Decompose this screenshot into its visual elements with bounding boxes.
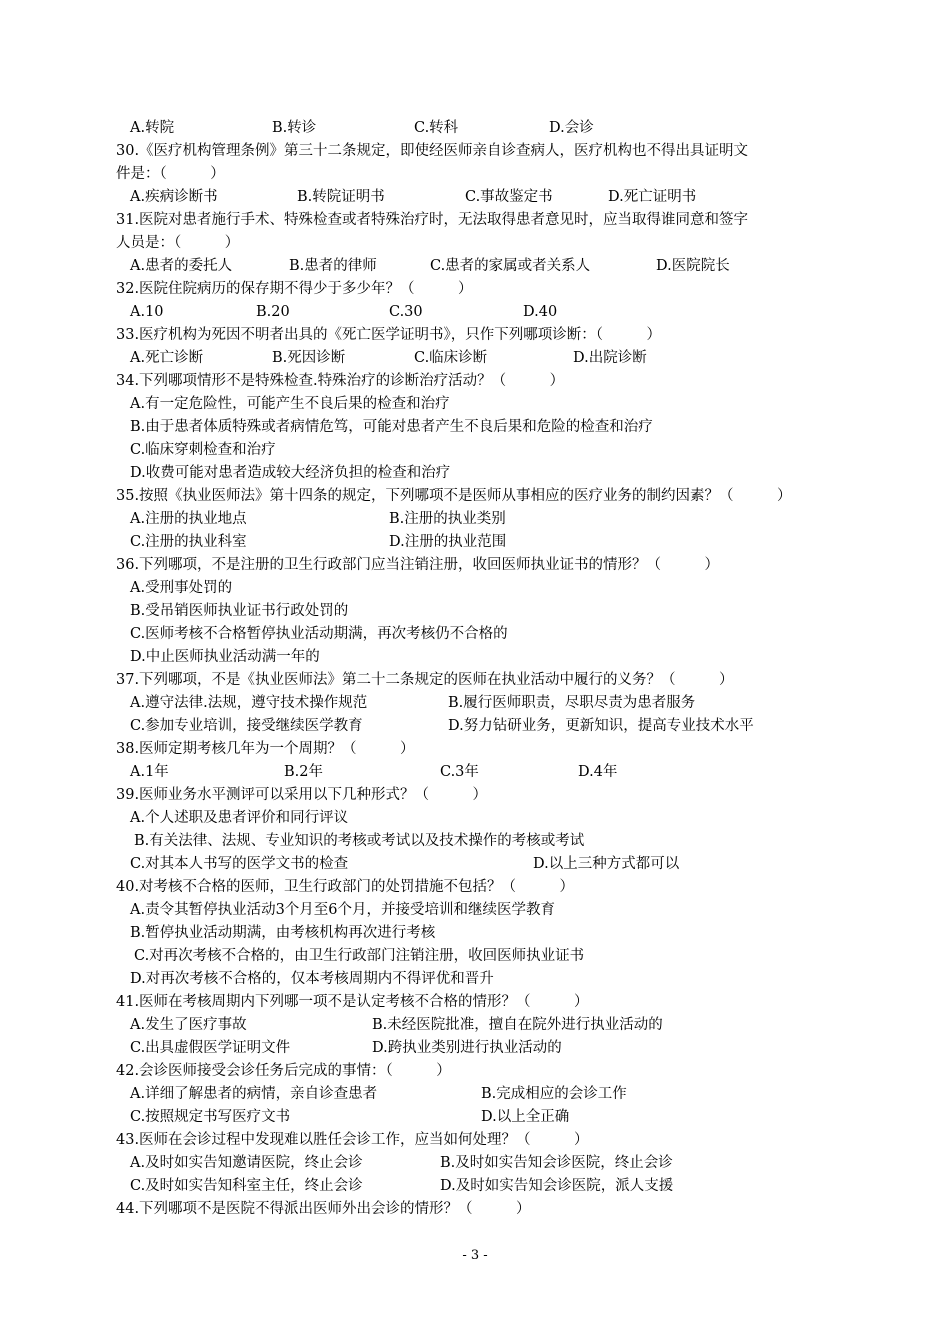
option-d: D.收费可能对患者造成较大经济负担的检查和治疗 [130, 465, 451, 481]
option-c: C.事故鉴定书 [465, 189, 553, 205]
text-line [0, 968, 950, 991]
option-a: A.死亡诊断 [130, 350, 204, 366]
text-line [0, 623, 950, 646]
option-d: D.以上全正确 [481, 1109, 570, 1125]
option-c: C.对再次考核不合格的，由卫生行政部门注销注册，收回医师执业证书 [134, 948, 585, 964]
question-line [0, 278, 950, 301]
option-d: D.努力钻研业务，更新知识，提高专业技术水平 [448, 718, 754, 734]
question-text: 41.医师在考核周期内下列哪一项不是认定考核不合格的情形？（ ） [116, 994, 589, 1010]
option-b: B.2年 [284, 764, 323, 780]
question-text: 40.对考核不合格的医师，卫生行政部门的处罚措施不包括？（ ） [116, 879, 575, 895]
page-number: - 3 - [462, 1248, 488, 1263]
option-a: A.及时如实告知邀请医院，终止会诊 [130, 1155, 363, 1171]
option-c: C.患者的家属或者关系人 [430, 258, 591, 274]
question-line [0, 324, 950, 347]
text-line [0, 186, 950, 209]
text-line [0, 531, 950, 554]
option-b: B.及时如实告知会诊医院，终止会诊 [440, 1155, 673, 1171]
text-line [0, 577, 950, 600]
option-b: B.由于患者体质特殊或者病情危笃，可能对患者产生不良后果和危险的检查和治疗 [130, 419, 653, 435]
question-text: 人员是：（ ） [116, 235, 240, 251]
option-c: C.30 [389, 304, 423, 320]
text-line [0, 922, 950, 945]
option-a: A.转院 [130, 120, 175, 136]
option-a: A.遵守法律.法规，遵守技术操作规范 [130, 695, 368, 711]
option-b: B.死因诊断 [272, 350, 346, 366]
option-c: C.及时如实告知科室主任，终止会诊 [130, 1178, 363, 1194]
option-a: A.发生了医疗事故 [130, 1017, 247, 1033]
option-b: B.转诊 [272, 120, 317, 136]
option-a: A.受刑事处罚的 [130, 580, 233, 596]
question-line [0, 232, 950, 255]
text-line [0, 393, 950, 416]
text-line [0, 347, 950, 370]
option-d: D.40 [523, 304, 558, 320]
question-line [0, 1129, 950, 1152]
option-b: B.履行医师职责，尽职尽责为患者服务 [448, 695, 696, 711]
question-line [0, 485, 950, 508]
question-line [0, 784, 950, 807]
question-line [0, 876, 950, 899]
option-c: C.对其本人书写的医学文书的检查 [130, 856, 349, 872]
text-line [0, 853, 950, 876]
text-line [0, 255, 950, 278]
question-text: 37.下列哪项，不是《执业医师法》第二十二条规定的医师在执业活动中履行的义务？（ ） [116, 672, 734, 688]
option-c: C.临床诊断 [414, 350, 488, 366]
option-c: C.参加专业培训，接受继续医学教育 [130, 718, 363, 734]
option-d: D.及时如实告知会诊医院，派人支援 [440, 1178, 674, 1194]
option-a: A.有一定危险性，可能产生不良后果的检查和治疗 [130, 396, 450, 412]
option-a: A.详细了解患者的病情，亲自诊查患者 [130, 1086, 378, 1102]
option-a: A.疾病诊断书 [130, 189, 218, 205]
option-d: D.4年 [578, 764, 618, 780]
option-d: D.会诊 [549, 120, 594, 136]
text-line [0, 1175, 950, 1198]
text-line [0, 830, 950, 853]
option-a: A.1年 [130, 764, 169, 780]
option-c: C.3年 [440, 764, 479, 780]
option-a: A.患者的委托人 [130, 258, 233, 274]
option-b: B.20 [256, 304, 290, 320]
text-line [0, 899, 950, 922]
text-line [0, 301, 950, 324]
question-text: 33.医疗机构为死因不明者出具的《死亡医学证明书》，只作下列哪项诊断：（ ） [116, 327, 662, 343]
option-b: B.暂停执业活动期满，由考核机构再次进行考核 [130, 925, 436, 941]
question-line [0, 140, 950, 163]
option-b: B.完成相应的会诊工作 [481, 1086, 627, 1102]
option-b: B.有关法律、法规、专业知识的考核或考试以及技术操作的考核或考试 [134, 833, 585, 849]
text-line [0, 462, 950, 485]
question-text: 38.医师定期考核几年为一个周期？（ ） [116, 741, 415, 757]
question-line [0, 738, 950, 761]
option-c: C.按照规定书写医疗文书 [130, 1109, 291, 1125]
question-text: 31.医院对患者施行手术、特殊检查或者特殊治疗时，无法取得患者意见时，应当取得谁同意和签字 [116, 212, 749, 228]
question-text: 35.按照《执业医师法》第十四条的规定，下列哪项不是医师从事相应的医疗业务的制约因素？（ ） [116, 488, 792, 504]
option-b: B.注册的执业类别 [389, 511, 506, 527]
text-line [0, 1106, 950, 1129]
option-c: C.医师考核不合格暂停执业活动期满，再次考核仍不合格的 [130, 626, 508, 642]
text-line [0, 1152, 950, 1175]
option-b: B.转院证明书 [297, 189, 385, 205]
question-text: 34.下列哪项情形不是特殊检查.特殊治疗的诊断治疗活动？（ ） [116, 373, 565, 389]
text-line [0, 692, 950, 715]
question-text: 30.《医疗机构管理条例》第三十二条规定，即使经医师亲自诊查病人，医疗机构也不得出具证明文 [116, 143, 749, 159]
question-line [0, 163, 950, 186]
option-b: B.患者的律师 [289, 258, 377, 274]
question-text: 39.医师业务水平测评可以采用以下几种形式？（ ） [116, 787, 488, 803]
question-line [0, 370, 950, 393]
option-a: A.责令其暂停执业活动3个月至6个月，并接受培训和继续医学教育 [130, 902, 556, 918]
option-c: C.出具虚假医学证明文件 [130, 1040, 291, 1056]
option-d: D.注册的执业范围 [389, 534, 507, 550]
question-line [0, 1060, 950, 1083]
option-d: D.跨执业类别进行执业活动的 [372, 1040, 562, 1056]
option-d: D.以上三种方式都可以 [533, 856, 680, 872]
question-line [0, 1198, 950, 1221]
question-line [0, 554, 950, 577]
question-line [0, 991, 950, 1014]
option-d: D.对再次考核不合格的，仅本考核周期内不得评优和晋升 [130, 971, 494, 987]
option-d: D.医院院长 [656, 258, 730, 274]
option-b: B.未经医院批准，擅自在院外进行执业活动的 [372, 1017, 663, 1033]
question-line [0, 209, 950, 232]
option-a: A.10 [130, 304, 164, 320]
option-c: C.转科 [414, 120, 459, 136]
text-line [0, 439, 950, 462]
text-line [0, 416, 950, 439]
question-text: 42.会诊医师接受会诊任务后完成的事情：（ ） [116, 1063, 451, 1079]
text-line [0, 1083, 950, 1106]
text-line [0, 715, 950, 738]
question-line [0, 669, 950, 692]
text-line [0, 761, 950, 784]
text-line [0, 1014, 950, 1037]
text-line [0, 945, 950, 968]
option-a: A.注册的执业地点 [130, 511, 247, 527]
option-d: D.中止医师执业活动满一年的 [130, 649, 320, 665]
text-line [0, 117, 950, 140]
question-text: 32.医院住院病历的保存期不得少于多少年？（ ） [116, 281, 473, 297]
question-text: 件是：（ ） [116, 166, 225, 182]
text-line [0, 508, 950, 531]
text-line [0, 1037, 950, 1060]
option-d: D.死亡证明书 [608, 189, 697, 205]
text-line [0, 646, 950, 669]
text-line [0, 807, 950, 830]
text-line [0, 600, 950, 623]
question-text: 44.下列哪项不是医院不得派出医师外出会诊的情形？（ ） [116, 1201, 531, 1217]
option-c: C.注册的执业科室 [130, 534, 247, 550]
option-c: C.临床穿刺检查和治疗 [130, 442, 276, 458]
option-d: D.出院诊断 [573, 350, 647, 366]
question-text: 43.医师在会诊过程中发现难以胜任会诊工作，应当如何处理？（ ） [116, 1132, 589, 1148]
question-text: 36.下列哪项，不是注册的卫生行政部门应当注销注册，收回医师执业证书的情形？（ ） [116, 557, 720, 573]
option-b: B.受吊销医师执业证书行政处罚的 [130, 603, 349, 619]
option-a: A.个人述职及患者评价和同行评议 [130, 810, 349, 826]
